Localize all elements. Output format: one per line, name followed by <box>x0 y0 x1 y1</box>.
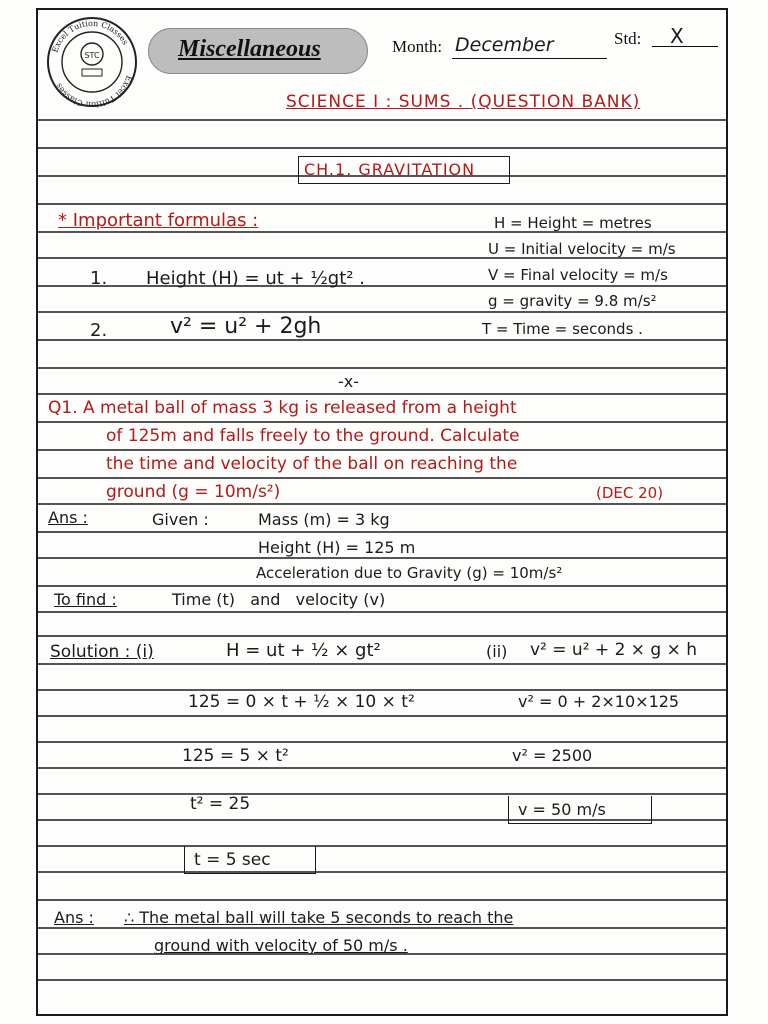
page-title: Miscellaneous <box>178 36 321 62</box>
solution-ii-step-1: v² = u² + 2 × g × h <box>530 640 698 660</box>
formula-2: v² = u² + 2gh <box>170 314 322 339</box>
std-label: Std: <box>614 29 642 48</box>
formula-1-number: 1. <box>90 268 108 289</box>
formula-2-number: 2. <box>90 320 108 341</box>
logo-seal-icon <box>44 14 140 110</box>
section-separator: -x- <box>338 372 360 391</box>
given-mass: Mass (m) = 3 kg <box>258 510 390 529</box>
legend-height: H = Height = metres <box>494 214 652 232</box>
solution-ii-label: (ii) <box>486 642 508 661</box>
question-tag: (DEC 20) <box>596 484 664 502</box>
legend-gravity: g = gravity = 9.8 m/s² <box>488 292 657 310</box>
solution-step-4: t² = 25 <box>190 794 251 814</box>
answer-label: Ans : <box>48 508 88 527</box>
solution-step-3: 125 = 5 × t² <box>182 746 289 766</box>
final-answer-line-1: ∴ The metal ball will take 5 seconds to reach the <box>124 908 514 927</box>
legend-initial-velocity: U = Initial velocity = m/s <box>488 240 676 258</box>
formula-1: Height (H) = ut + ½gt² . <box>146 268 365 289</box>
formulas-heading: * Important formulas : <box>58 210 259 231</box>
final-answer-line-2: ground with velocity of 50 m/s . <box>154 936 408 955</box>
svg-text:STC: STC <box>84 51 100 60</box>
std-underline <box>652 46 718 47</box>
question-line-1: Q1. A metal ball of mass 3 kg is released from a height <box>48 398 517 418</box>
subject-heading: SCIENCE I : SUMS . (QUESTION BANK) <box>286 92 641 112</box>
legend-time: T = Time = seconds . <box>482 320 643 338</box>
given-gravity: Acceleration due to Gravity (g) = 10m/s² <box>256 564 563 582</box>
given-height: Height (H) = 125 m <box>258 538 416 557</box>
question-line-2: of 125m and falls freely to the ground. Calculate <box>106 426 520 446</box>
tofind-label: To find : <box>54 590 117 609</box>
svg-text:Excel Tuition Classes: Excel Tuition Classes <box>50 18 130 54</box>
solution-ii-step-2: v² = 0 + 2×10×125 <box>518 692 680 711</box>
tofind-value: Time (t) and velocity (v) <box>172 590 386 609</box>
given-label: Given : <box>152 510 209 529</box>
solution-label: Solution : (i) <box>50 642 154 662</box>
svg-text:Excel Tuition Classes: Excel Tuition Classes <box>54 74 134 110</box>
solution-step-2: 125 = 0 × t + ½ × 10 × t² <box>188 692 415 712</box>
final-answer-label: Ans : <box>54 908 94 927</box>
month-value: December <box>455 34 554 56</box>
solution-step-1: H = ut + ½ × gt² <box>226 640 381 661</box>
legend-final-velocity: V = Final velocity = m/s <box>488 266 668 284</box>
month-label: Month: <box>392 37 443 56</box>
solution-ii-step-3: v² = 2500 <box>512 746 593 765</box>
velocity-result: v = 50 m/s <box>518 800 606 819</box>
time-result: t = 5 sec <box>194 850 271 870</box>
question-line-3: the time and velocity of the ball on reaching the <box>106 454 518 474</box>
question-line-4: ground (g = 10m/s²) <box>106 482 281 502</box>
chapter-heading: CH.1. GRAVITATION <box>304 160 476 179</box>
month-underline <box>452 58 607 59</box>
std-value: X <box>670 24 684 48</box>
